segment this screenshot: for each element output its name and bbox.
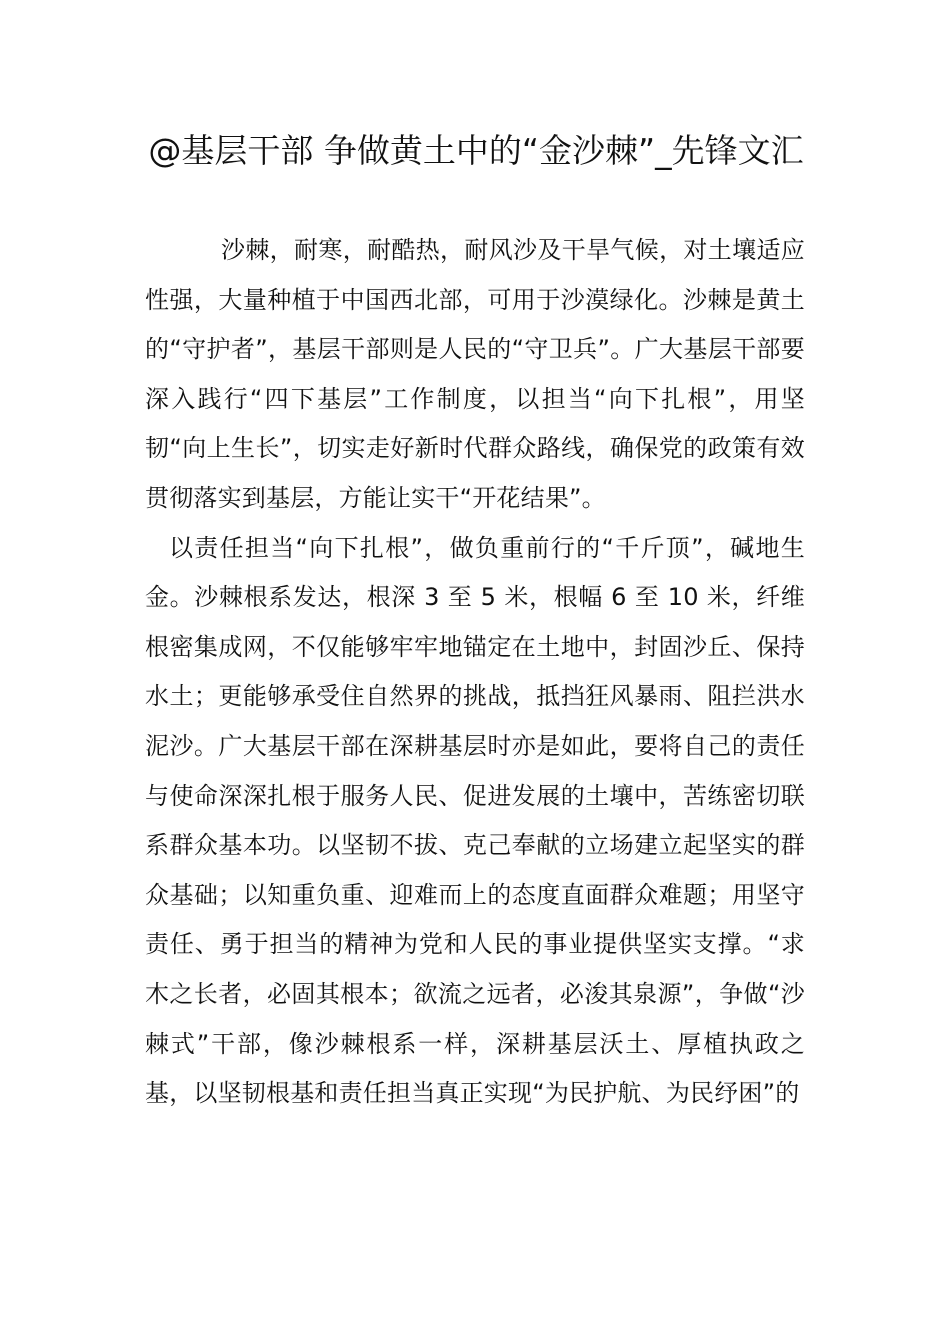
paragraph-1: 沙棘，耐寒，耐酷热，耐风沙及干旱气候，对土壤适应性强，大量种植于中国西北部，可用于沙漠绿化。沙棘是黄土的“守护者”，基层干部则是人民的“守卫兵”。广大基层干部要深入践行“四下基层”工作制度，以担当“向下扎根”，用坚韧“向上生长”，切实走好新时代群众路线，确保党的政策有效贯彻落实到基层，方能让实干“开花结果”。 — [145, 236, 805, 512]
document-title: @基层干部 争做黄土中的“金沙棘”_先锋文汇 — [148, 131, 804, 170]
paragraph-2: 以责任担当“向下扎根”，做负重前行的“千斤顶”，碱地生金。沙棘根系发达，根深 3 至 5 米，根幅 6 至 10 米，纤维根密集成网，不仅能够牢牢地锚定在土地中，封固沙丘、保持水土；更能够承受住自然界的挑战，抵挡狂风暴雨、阻拦洪水泥沙。广大基层干部在深耕基层时亦是如此，要将自己的责任与使命深深扎根于服务人民、促进发展的土壤中，苦练密切联系群众基本功。以坚韧不拔、克己奉献的立场建立起坚实的群众基础；以知重负重、迎难而上的态度直面群众难题；用坚守责任、勇于担当的精神为党和人民的事业提供坚实支撑。“求木之长者，必固其根本；欲流之远者，必浚其泉源”，争做“沙棘式”干部，像沙棘根系一样，深耕基层沃土、厚植执政之基，以坚韧根基和责任担当真正实现“为民护航、为民纾困”的 — [145, 533, 805, 1108]
document-body — [145, 226, 805, 1119]
